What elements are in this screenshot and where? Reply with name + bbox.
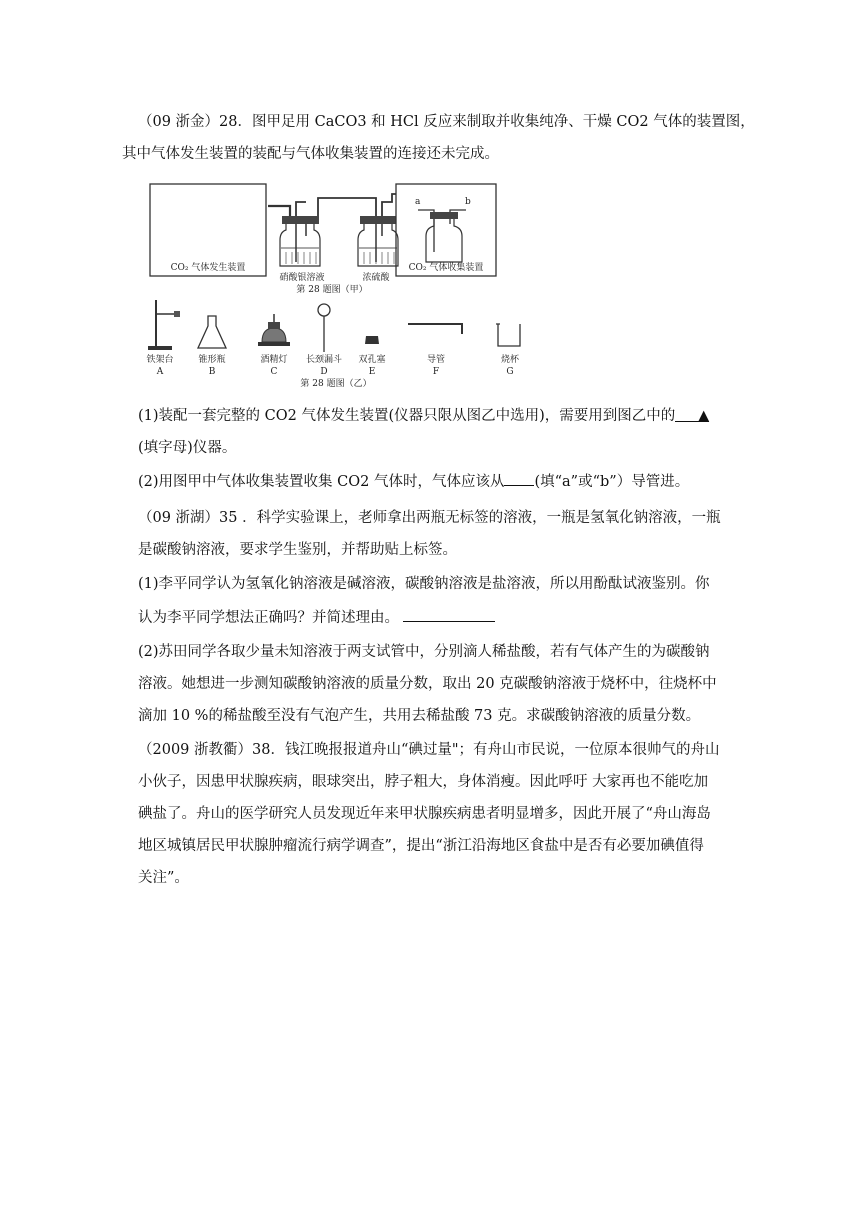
item-c-letter: C [270,367,278,377]
q35-stem-line-2: 是碳酸钠溶液，要求学生鉴别，并帮助贴上标签。 [138,542,457,558]
q35-sub2-line-2: 溶液。她想进一步测知碳酸钠溶液的质量分数，取出 20 克碳酸钠溶液于烧杯中，往烧杯中 [138,676,717,692]
q28-stem-line-2: 其中气体发生装置的装配与气体收集装置的连接还未完成。 [122,146,499,162]
gas-collection-label: CO₂ 气体收集装置 [408,263,484,273]
q35-sub2-line-3: 滴加 10 %的稀盐酸至没有气泡产生，共用去稀盐酸 73 克。求碳酸钠溶液的质量分数。 [138,708,701,724]
alcohol-lamp-icon [258,314,290,346]
beaker-icon [496,324,520,346]
collection-bottle [426,219,462,262]
gas-generator-label: CO₂ 气体发生装置 [170,263,246,273]
q35-sub1-line-1: (1)李平同学认为氢氧化钠溶液是碱溶液，碳酸钠溶液是盐溶液，所以用酚酞试液鉴别。你 [138,576,710,592]
q28-sub2-pre: (2)用图甲中气体收集装置收集 CO2 气体时，气体应该从 [138,474,505,490]
bottle-2-label: 浓硫酸 [362,273,390,283]
bottle-1-label: 硝酸银溶液 [279,273,325,283]
port-b-label: b [465,197,471,207]
q38-line-4: 地区城镇居民甲状腺肿瘤流行病学调查”，提出“浙江沿海地区食盐中是否有必要加碘值得 [138,838,704,854]
q28-sub1 [138,406,709,426]
q28-sub1-text: (1)装配一套完整的 CO2 气体发生装置(仪器只限从图乙中选用)，需要用到图乙中的 [138,408,676,424]
q28-sub2 [138,470,689,492]
item-g-letter: G [506,367,514,377]
item-e-name: 双孔塞 [358,355,386,365]
long-neck-funnel-icon [318,304,330,352]
q35-sub1-answer-blank[interactable] [403,606,495,622]
q38-line-1: （2009 浙教衢）38．钱江晚报报道舟山“碘过量"；有舟山市民说，一位原本很帅气的舟山 [138,742,720,758]
port-a-label: a [415,197,421,207]
q38-line-3: 碘盐了。舟山的医学研究人员发现近年来甲状腺疾病患者明显增多，因此开展了“舟山海岛 [138,806,711,822]
q28-sub2-answer-blank[interactable] [504,470,534,486]
two-hole-stopper-icon [365,336,379,344]
item-e-letter: E [368,367,376,377]
q38-line-2: 小伙子，因患甲状腺疾病，眼球突出，脖子粗大，身体消瘦。因此呼吁 大家再也不能吃加 [138,774,709,790]
figure-yi [146,300,520,389]
iron-stand-icon [148,300,180,350]
q38-line-5: 关注”。 [138,870,189,886]
figure-jia [150,184,496,295]
item-a-letter: A [156,367,164,377]
item-a-name: 铁架台 [146,355,174,365]
q35-sub2-line-1: (2)苏田同学各取少量未知溶液于两支试管中，分别滴人稀盐酸，若有气体产生的为碳酸钠 [138,644,710,660]
silver-nitrate-wash-bottle [280,216,320,266]
item-c-name: 酒精灯 [260,355,288,365]
item-d-name: 长颈漏斗 [305,355,343,365]
q28-sub1-cont: (填字母)仪器。 [138,440,237,456]
item-g-name: 烧杯 [500,355,520,365]
delivery-tube-icon [408,324,462,334]
q28-sub1-answer-blank[interactable] [675,406,709,422]
item-b-name: 锥形瓶 [198,355,226,365]
figure-jia-caption: 第 28 题图（甲） [296,285,368,295]
item-d-letter: D [320,367,328,377]
item-f-letter: F [432,367,440,377]
q35-sub1-line-2 [138,606,495,628]
figure-yi-caption: 第 28 题图（乙） [300,379,372,389]
q35-sub1-text: 认为李平同学想法正确吗？并简述理由。 [138,610,399,626]
item-f-name: 导管 [426,355,446,365]
item-b-letter: B [208,367,216,377]
sulfuric-acid-wash-bottle [358,216,398,266]
q28-sub2-post: (填“a”或“b”）导管进。 [534,474,690,490]
triangle-marker-icon: ▲ [698,408,710,424]
q28-stem-line-1: （09 浙金）28．图甲足用 CaCO3 和 HCl 反应来制取并收集纯净、干燥 CO2 气体的装置图， [138,114,755,130]
q28-figure [146,182,736,394]
conical-flask-icon [198,316,226,348]
q35-stem-line-1: （09 浙湖）35 ．科学实验课上，老师拿出两瓶无标签的溶液，一瓶是氢氧化钠溶液，一瓶 [138,510,721,526]
